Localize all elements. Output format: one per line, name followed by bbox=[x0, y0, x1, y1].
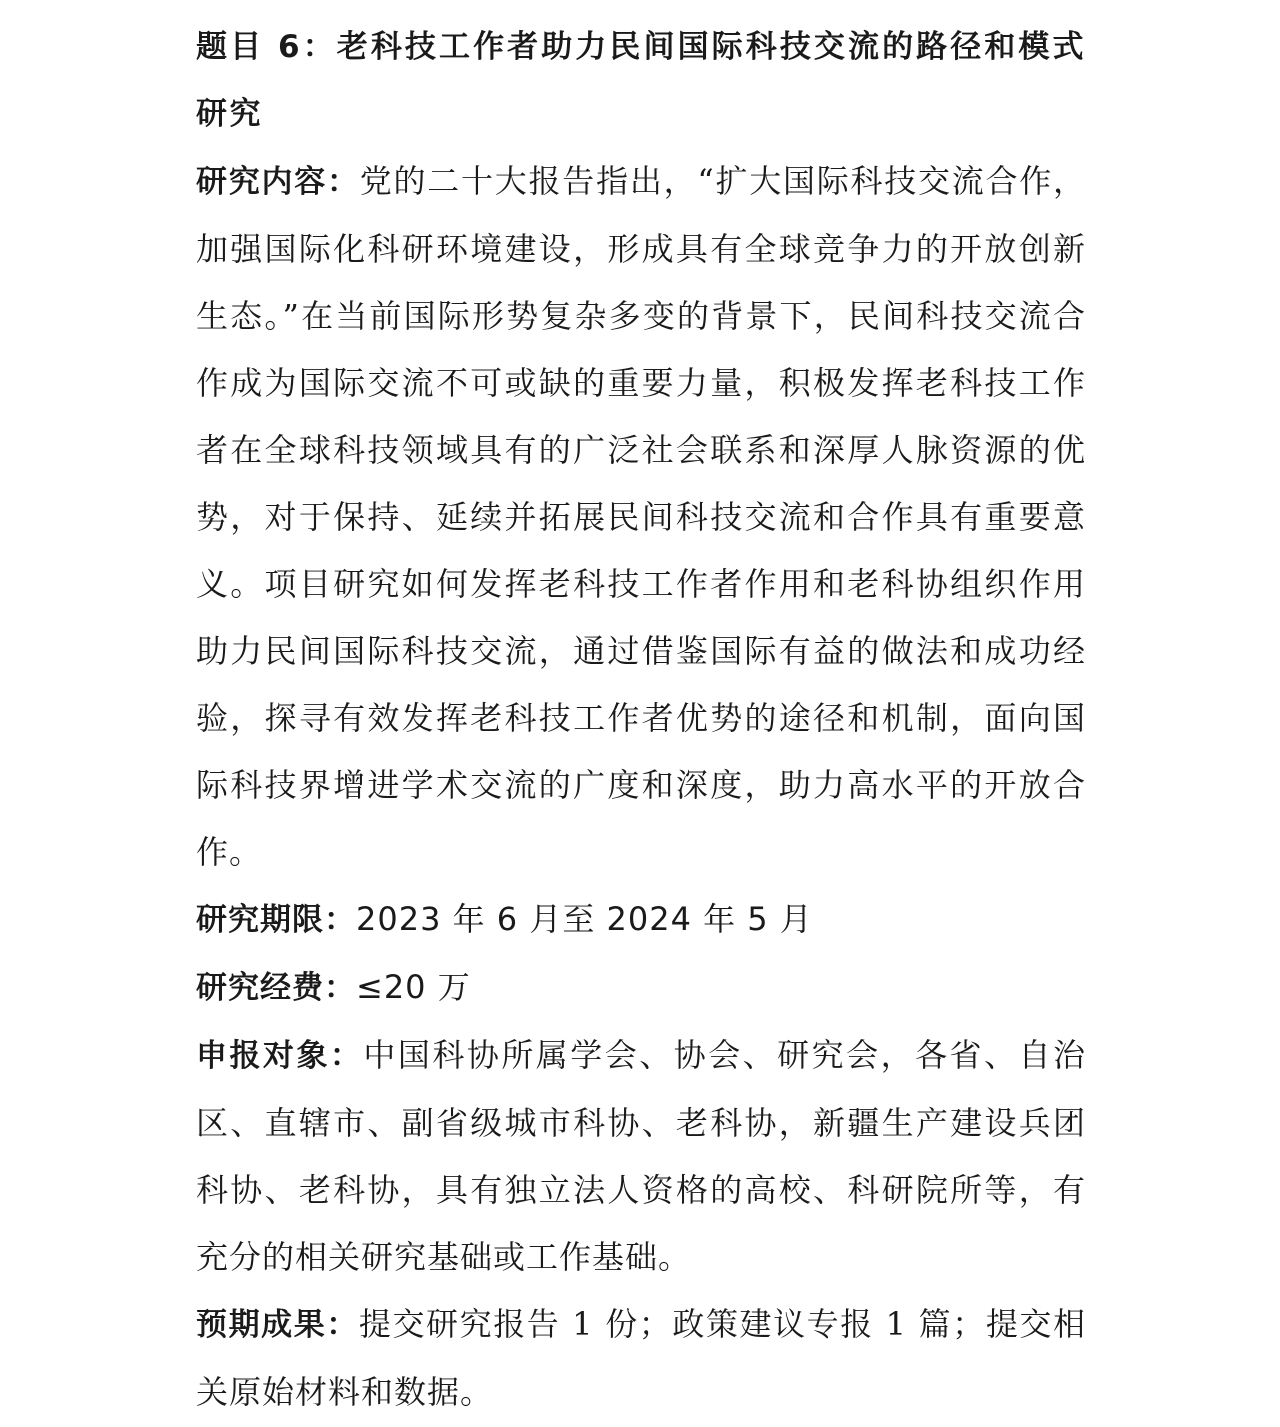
section-applicants bbox=[196, 1022, 1086, 1291]
research-content-label: 研究内容： bbox=[196, 164, 360, 200]
research-period-label: 研究期限： bbox=[196, 902, 356, 938]
research-funding-label: 研究经费： bbox=[196, 970, 356, 1006]
document-page bbox=[196, 14, 1086, 1426]
applicants-text: 中国科协所属学会、协会、研究会，各省、自治区、直辖市、副省级城市科协、老科协，新疆生产建设兵团科协、老科协，具有独立法人资格的高校、科研院所等，有充分的相关研究基础或工作基础。 bbox=[196, 1036, 1086, 1276]
section-research-funding bbox=[196, 954, 1086, 1022]
expected-outcomes-text: 提交研究报告 1 份；政策建议专报 1 篇；提交相关原始材料和数据。 bbox=[196, 1305, 1086, 1411]
applicants-label: 申报对象： bbox=[196, 1038, 364, 1074]
section-expected-outcomes bbox=[196, 1291, 1086, 1426]
section-research-period bbox=[196, 886, 1086, 954]
expected-outcomes-label: 预期成果： bbox=[196, 1307, 359, 1343]
research-funding-text: ≤20 万 bbox=[356, 968, 471, 1006]
research-content-text: 党的二十大报告指出，“扩大国际科技交流合作，加强国际化科研环境建设，形成具有全球竞争力的开放创新生态。”在当前国际形势复杂多变的背景下，民间科技交流合作成为国际交流不可或缺的重要力量，积极发挥老科技工作者在全球科技领域具有的广泛社会联系和深厚人脉资源的优势，对于保持、延续并拓展民间科技交流和合作具有重要意义。项目研究如何发挥老科技工作者作用和老科协组织作用助力民间国际科技交流，通过借鉴国际有益的做法和成功经验，探寻有效发挥老科技工作者优势的途径和机制，面向国际科技界增进学术交流的广度和深度，助力高水平的开放合作。 bbox=[196, 162, 1086, 871]
section-research-content bbox=[196, 148, 1086, 886]
document-title: 题目 6：老科技工作者助力民间国际科技交流的路径和模式研究 bbox=[196, 29, 1086, 132]
research-period-text: 2023 年 6 月至 2024 年 5 月 bbox=[356, 900, 813, 938]
